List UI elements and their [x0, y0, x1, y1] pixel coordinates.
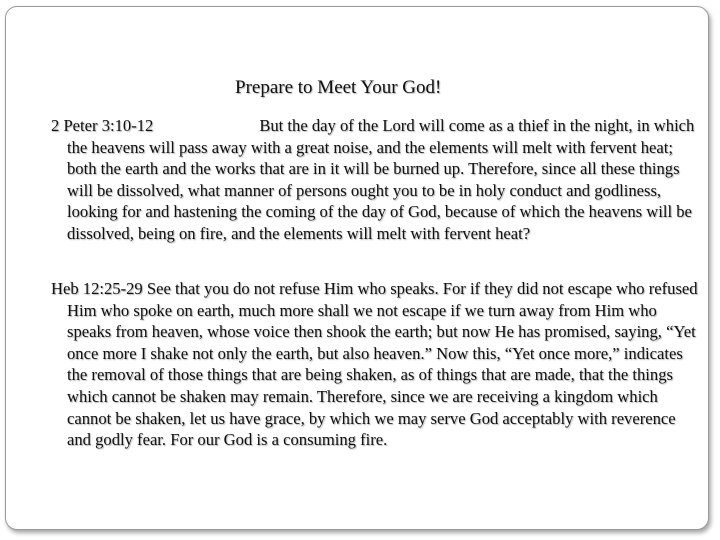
passage-reference: 2 Peter 3:10-12 — [51, 116, 154, 135]
slide-frame — [5, 6, 709, 530]
passage-hebrews — [51, 278, 703, 451]
slide-title: Prepare to Meet Your God! — [235, 77, 442, 98]
passage-reference: Heb 12:25-29 — [51, 279, 143, 298]
passage-text: See that you do not refuse Him who speaks. For if they did not escape who refused Him who spoke on earth, much more shall we not escape if we turn away from Him who speaks from heaven, whose voice then shook the earth; but now He has promised, saying, “Yet once more I shake not only the earth, but also heaven.” Now this, “Yet once more,” indicates the removal of those things that are being shaken, as of things that are made, that the things which cannot be shaken may remain. Therefore, since we are receiving a kingdom which cannot be shaken, let us have grace, by which we may serve God acceptably with reverence and godly fear. For our God is a consuming fire. — [67, 279, 698, 450]
passage-text: But the day of the Lord will come as a thief in the night, in which the heavens will pass away with a great noise, and the elements will melt with fervent heat; both the earth and the works that are in it will be burned up. Therefore, since all these things will be dissolved, what manner of persons ought you to be in holy conduct and godliness, looking for and hastening the coming of the day of God, because of which the heavens will be dissolved, being on fire, and the elements will melt with fervent heat? — [67, 116, 695, 243]
passage-2-peter — [51, 115, 703, 245]
